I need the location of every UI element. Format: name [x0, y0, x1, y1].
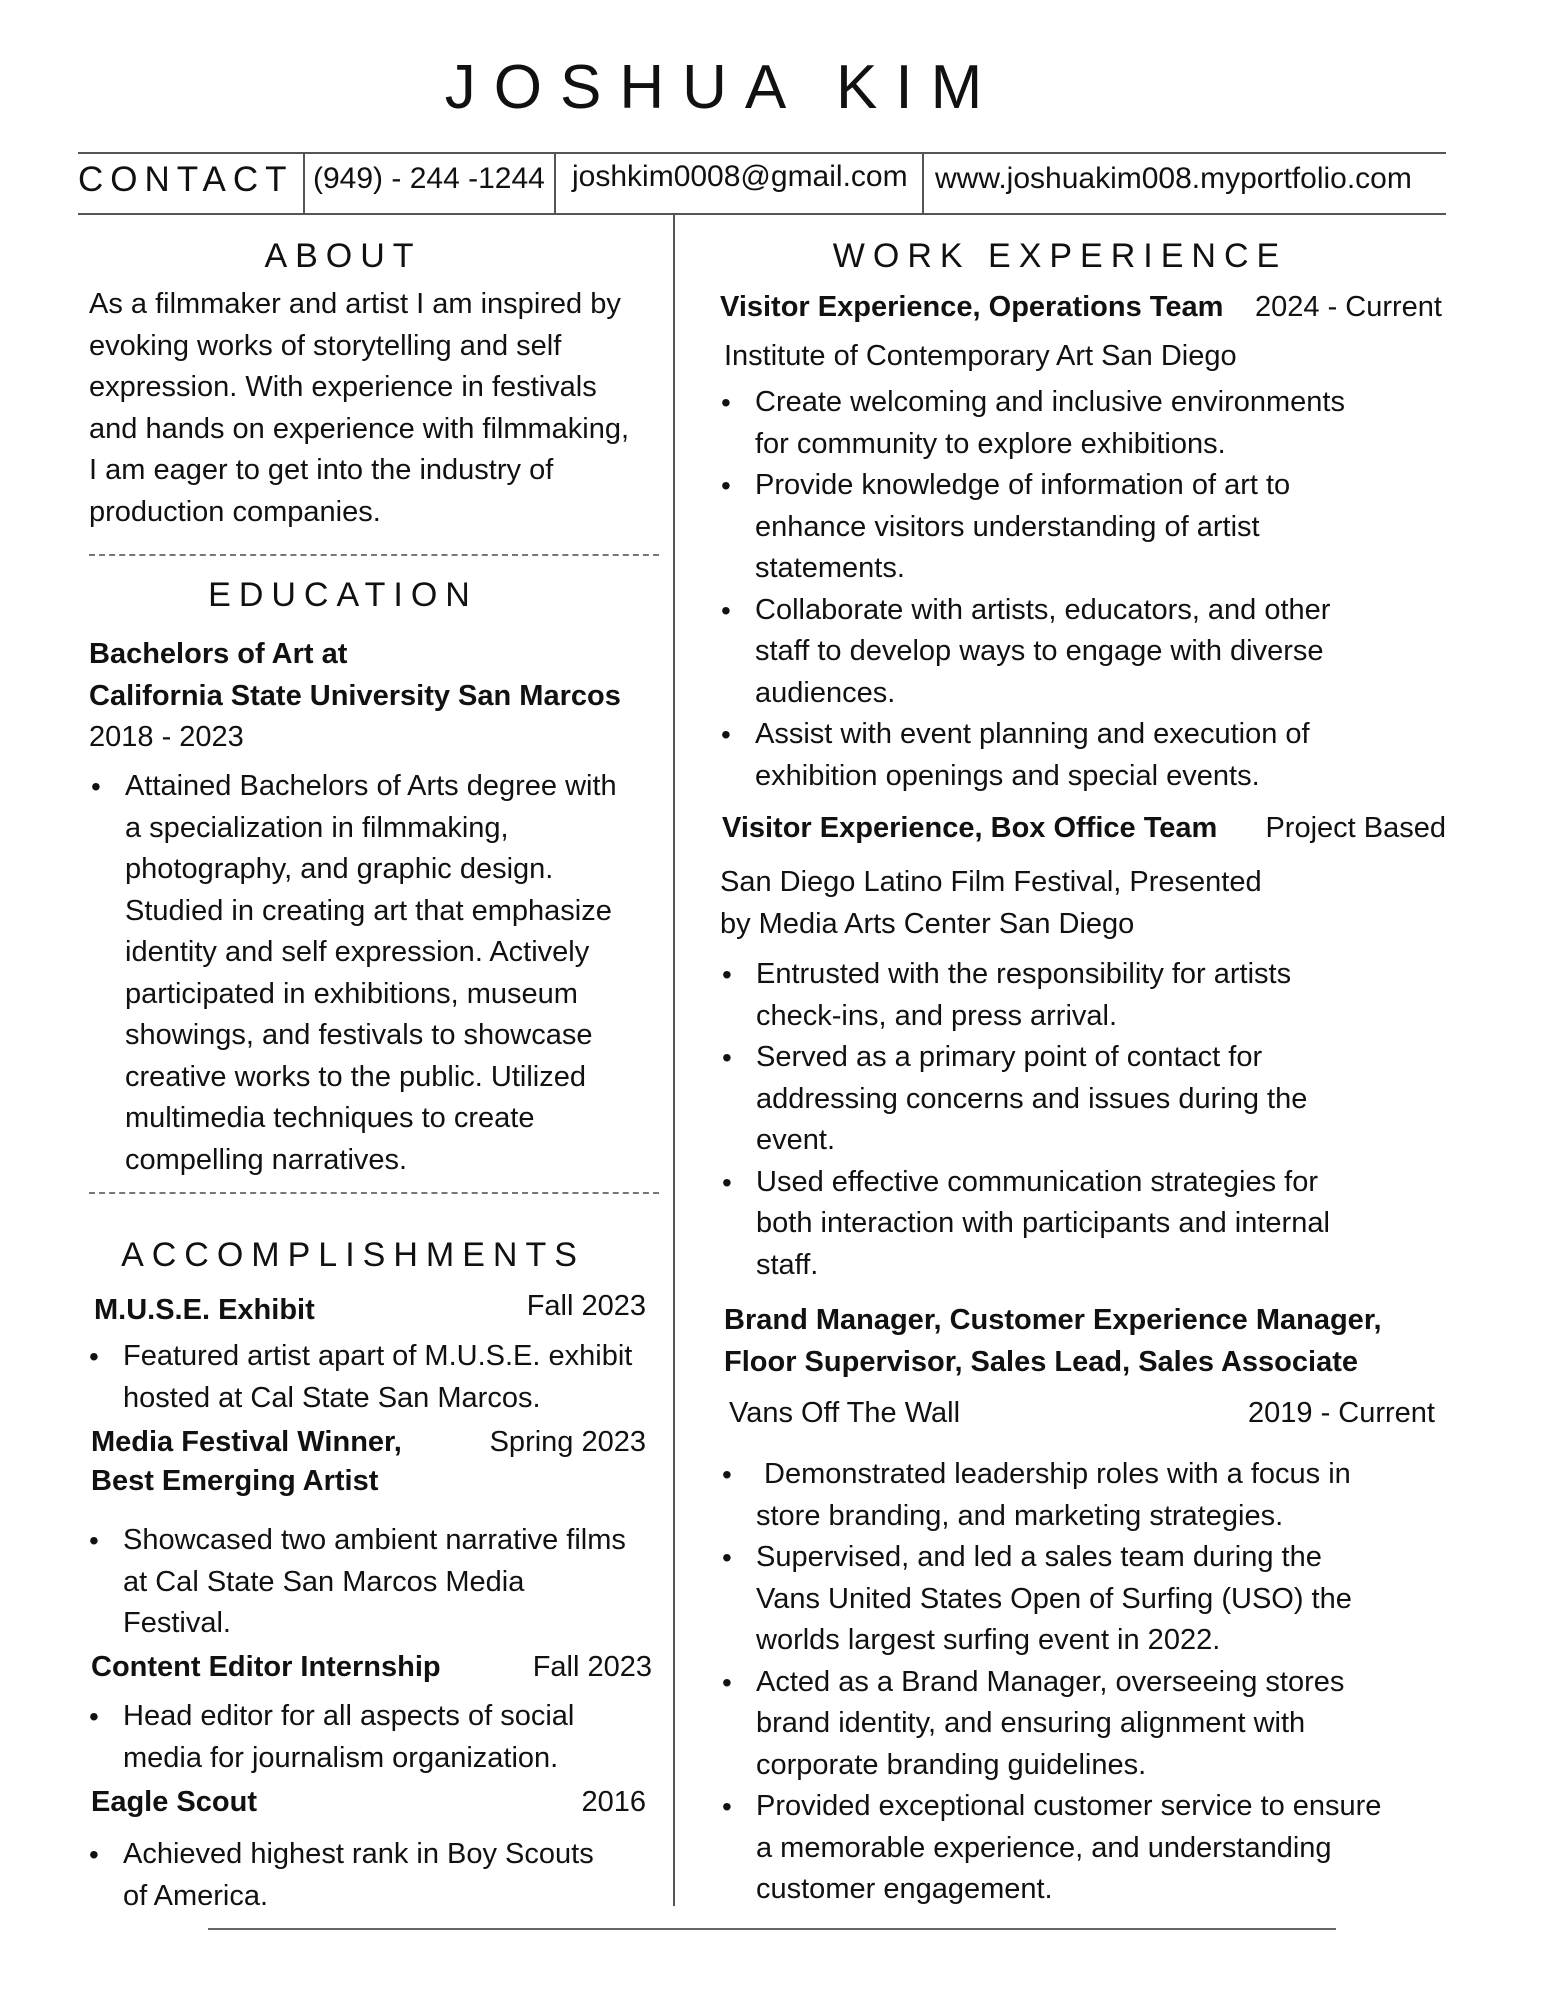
list-item: • Entrusted with the responsibility for artists check-ins, and press arrival.	[720, 954, 1440, 1037]
list-item: • Attained Bachelors of Arts degree with a specialization in filmmaking, photography, and graphic design. Studied in creating art that emphasize identity and self expression. Actively participated in exhibitions, museum showings, and festivals to showcase creative works to the public. Utilized multimedia techniques to create compelling narratives.	[89, 766, 669, 1181]
contact-top-rule	[78, 152, 1446, 154]
resume-name: JOSHUA KIM	[444, 53, 1001, 122]
job-sdlff: Visitor Experience, Box Office Team Project Based	[722, 812, 1446, 844]
accomplishment-eagle-scout-bullets	[87, 1834, 667, 1917]
accomplishment-eagle-scout: Eagle Scout 2016	[91, 1786, 646, 1818]
contact-email[interactable]: joshkim0008@gmail.com	[572, 160, 908, 193]
contact-label: CONTACT	[78, 160, 294, 199]
accomplishment-festival-bullets	[87, 1520, 667, 1645]
accomplishments-title: ACCOMPLISHMENTS	[121, 1236, 585, 1274]
contact-phone[interactable]: (949) - 244 -1244	[313, 162, 545, 195]
education-years: 2018 - 2023	[89, 721, 244, 753]
list-item: • Supervised, and led a sales team during the Vans United States Open of Surfing (USO) the worlds largest surfing event in 2022.	[720, 1537, 1440, 1662]
section-divider	[89, 554, 659, 556]
section-divider	[89, 1192, 659, 1194]
job-ica: Visitor Experience, Operations Team 2024 - Current	[720, 291, 1442, 323]
list-item: • Collaborate with artists, educators, and other staff to develop ways to engage with diverse audiences.	[719, 590, 1439, 715]
list-item: • Provide knowledge of information of art to enhance visitors understanding of artist statements.	[719, 465, 1439, 590]
education-bullets	[89, 766, 669, 1181]
about-title: ABOUT	[264, 237, 422, 275]
accomplishment-muse: M.U.S.E. Exhibit Fall 2023	[94, 1290, 646, 1326]
job-ica-bullets	[719, 382, 1439, 797]
list-item: • Served as a primary point of contact for addressing concerns and issues during the event.	[720, 1037, 1440, 1162]
list-item: • Provided exceptional customer service to ensure a memorable experience, and understanding customer engagement.	[720, 1786, 1440, 1911]
list-item: • Demonstrated leadership roles with a focus in store branding, and marketing strategies.	[720, 1454, 1440, 1537]
column-divider	[673, 213, 675, 1906]
accomplishment-internship-bullets	[87, 1696, 667, 1779]
job-sdlff-org: San Diego Latino Film Festival, Presented by Media Arts Center San Diego	[720, 866, 1262, 940]
contact-bottom-rule	[78, 213, 1446, 215]
education-degree: Bachelors of Art at California State University San Marcos	[89, 638, 621, 712]
footer-rule	[208, 1928, 1336, 1930]
list-item: • Featured artist apart of M.U.S.E. exhibit hosted at Cal State San Marcos.	[87, 1336, 667, 1419]
accomplishment-internship: Content Editor Internship Fall 2023	[91, 1651, 652, 1683]
accomplishment-festival: Media Festival Winner, Spring 2023 Best Emerging Artist	[91, 1426, 646, 1497]
contact-divider	[303, 152, 305, 213]
list-item: • Achieved highest rank in Boy Scouts of America.	[87, 1834, 667, 1917]
contact-divider	[554, 152, 556, 213]
contact-divider	[922, 152, 924, 213]
work-title: WORK EXPERIENCE	[832, 237, 1288, 275]
about-text: As a filmmaker and artist I am inspired by evoking works of storytelling and self expression. With experience in festivals and hands on experience with filmmaking, I am eager to get into the industry of production companies.	[89, 288, 630, 528]
list-item: • Used effective communication strategies for both interaction with participants and internal staff.	[720, 1162, 1440, 1287]
list-item: • Head editor for all aspects of social media for journalism organization.	[87, 1696, 667, 1779]
job-vans-role: Brand Manager, Customer Experience Manager, Floor Supervisor, Sales Lead, Sales Associate	[724, 1304, 1382, 1378]
job-sdlff-bullets	[720, 954, 1440, 1286]
list-item: • Acted as a Brand Manager, overseeing stores brand identity, and ensuring alignment with corporate branding guidelines.	[720, 1662, 1440, 1787]
contact-website[interactable]: www.joshuakim008.myportfolio.com	[935, 162, 1412, 195]
job-ica-org: Institute of Contemporary Art San Diego	[724, 340, 1237, 372]
list-item: • Assist with event planning and execution of exhibition openings and special events.	[719, 714, 1439, 797]
list-item: • Showcased two ambient narrative films at Cal State San Marcos Media Festival.	[87, 1520, 667, 1645]
list-item: • Create welcoming and inclusive environments for community to explore exhibitions.	[719, 382, 1439, 465]
education-title: EDUCATION	[208, 576, 478, 614]
accomplishment-muse-bullets	[87, 1336, 667, 1419]
job-vans: Vans Off The Wall 2019 - Current	[729, 1397, 1435, 1429]
job-vans-bullets	[720, 1454, 1440, 1911]
